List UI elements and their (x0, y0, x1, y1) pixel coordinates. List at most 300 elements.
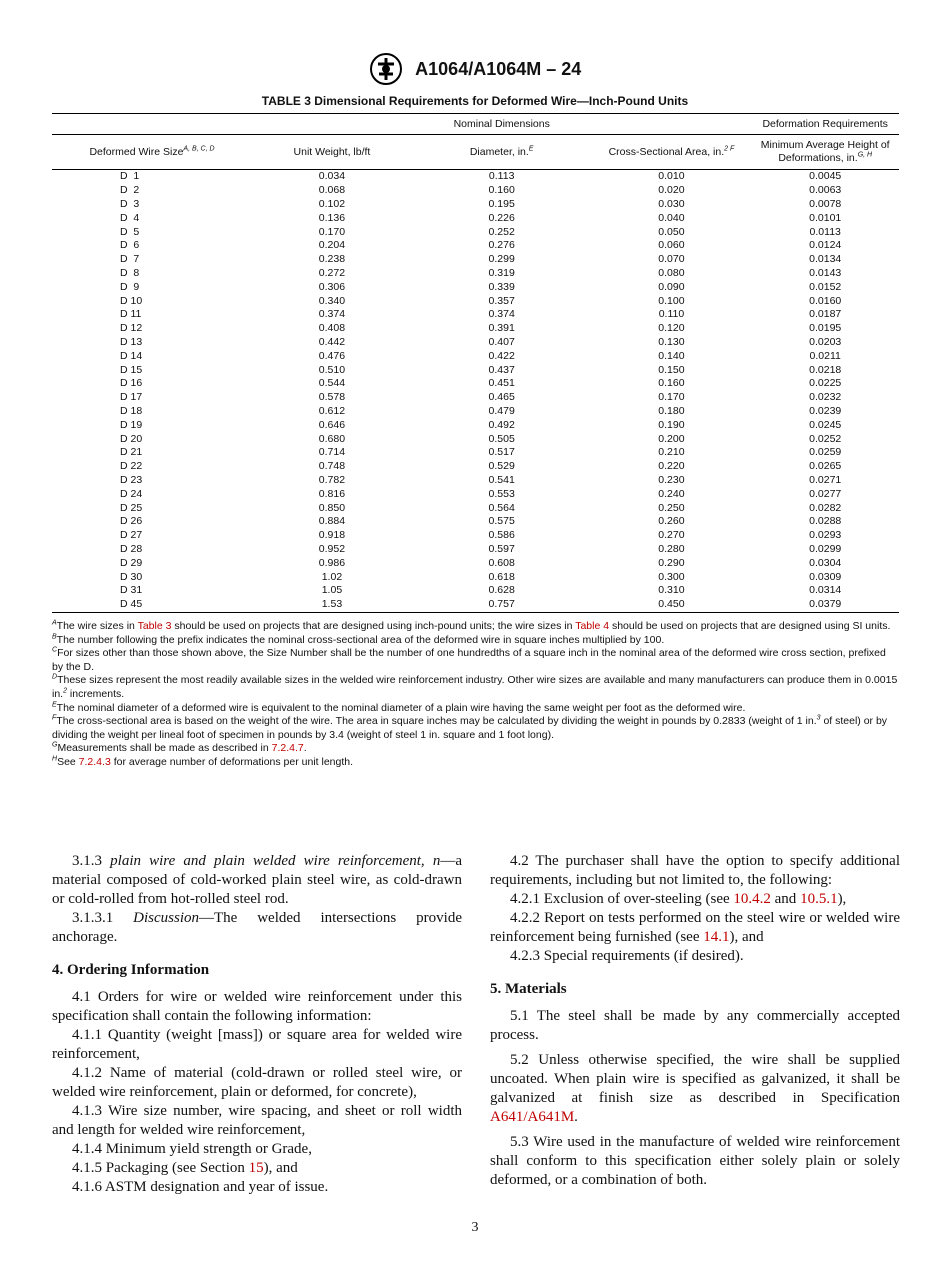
table-cell: 0.250 (658, 501, 685, 514)
astm-logo-icon (369, 52, 403, 86)
table-row (52, 432, 899, 446)
table-cell: D 15 (120, 363, 143, 376)
table-cell: 0.529 (488, 460, 515, 473)
footnote-text: The wire sizes in (56, 620, 138, 632)
table-cell: 0.0293 (809, 529, 842, 542)
table-cell: 0.714 (318, 446, 346, 459)
table-cell: 0.339 (488, 280, 515, 293)
table-row (52, 349, 899, 363)
table-row (52, 487, 899, 501)
table-cell: D 2 (120, 184, 140, 197)
paragraph-text: 4.1.4 Minimum yield strength or Grade, (72, 1141, 312, 1157)
table-row (52, 474, 899, 488)
table-row (52, 377, 899, 391)
footnote (52, 634, 899, 648)
paragraph-text: 4.1.6 ASTM designation and year of issue. (72, 1179, 329, 1195)
table-cell: 0.230 (658, 473, 685, 486)
table-cell: 0.270 (658, 529, 685, 542)
table-cell: 0.190 (658, 418, 685, 431)
table-cell: 0.0314 (809, 584, 842, 597)
table-cell: 0.272 (318, 266, 346, 279)
section-reference-link[interactable]: A641/A641M (490, 1109, 575, 1125)
footnote-text: 3 (816, 714, 821, 722)
table-cell: 0.544 (318, 377, 346, 390)
table-cell: 0.238 (318, 253, 346, 266)
table-cell: 0.210 (658, 446, 685, 459)
paragraph (52, 988, 462, 1026)
table-row (52, 280, 899, 294)
table-cell: 0.575 (488, 515, 515, 528)
column-header (52, 135, 252, 170)
table-cell: 0.0152 (809, 280, 842, 293)
footnote-text: See (57, 755, 79, 768)
table-cell: 0.0265 (809, 460, 842, 473)
table-cell: 0.0101 (809, 211, 842, 224)
table-cell: 0.290 (658, 556, 685, 569)
footnote-text: 2 (63, 687, 67, 695)
paragraph (490, 1007, 900, 1045)
column-header (412, 135, 592, 170)
table-cell: D 5 (120, 225, 140, 238)
table-cell: 0.030 (658, 197, 685, 210)
table-row (52, 570, 899, 584)
footnote-mark: A (52, 619, 57, 627)
table-cell: 0.340 (318, 294, 346, 307)
table-cell: 0.170 (318, 225, 346, 238)
table-cell: 0.034 (318, 170, 346, 183)
table-cell: D 13 (120, 335, 143, 348)
section-reference-link[interactable]: 10.5.1 (800, 891, 838, 907)
table-cell: 0.0299 (809, 542, 842, 555)
footnote-mark: F (52, 714, 57, 722)
paragraph-text: 4.2.3 Special requirements (if desired). (510, 948, 744, 964)
table-cell: 0.816 (318, 487, 346, 500)
dimensional-requirements-table (52, 113, 899, 613)
table-cell: D 16 (120, 377, 143, 390)
table-cell: 0.299 (488, 253, 515, 266)
table-cell: 0.0187 (809, 308, 842, 321)
table-cell: 0.0124 (809, 239, 842, 252)
table-cell: 0.952 (318, 542, 346, 555)
column-header-label: Deformed Wire Size (89, 145, 184, 158)
table-cell: 0.260 (658, 515, 685, 528)
paragraph (52, 1102, 462, 1140)
table-cell: 0.0282 (809, 501, 842, 514)
table-cell: 0.357 (488, 294, 515, 307)
column-header-label: Cross-Sectional Area, in. (608, 145, 725, 158)
table-cell: 0.517 (488, 446, 515, 459)
table-row (52, 225, 899, 239)
table-row (52, 308, 899, 322)
footnote-text: The nominal diameter of a deformed wire is equivalent to the nominal diameter of a plain wire having the same weight per foot as the deformed wire. (56, 701, 746, 714)
table-cell: 0.0245 (809, 418, 842, 431)
table-cell: 0.451 (488, 377, 515, 390)
table-row (52, 363, 899, 377)
table-cell: 0.0232 (809, 391, 842, 404)
table-cell: D 27 (120, 529, 143, 542)
footnote-mark: E (52, 701, 57, 709)
table-cell: 0.113 (488, 170, 515, 183)
paragraph (490, 947, 900, 966)
paragraph-text: 5.3 Wire used in the manufacture of welded wire reinforcement shall conform to this specification either solely plain or solely deformed, or a combination of both. (490, 1134, 900, 1188)
table-row (52, 253, 899, 267)
table-cell: D 7 (120, 253, 140, 266)
paragraph (52, 909, 462, 947)
table-cell: 0.310 (658, 584, 685, 597)
paragraph-text: 3.1.3.1 (72, 910, 134, 926)
table-cell: 0.541 (488, 473, 515, 486)
footnote-text: The cross-sectional area is based on the weight of the wire. The area in square inches may be calculated by dividing the weight in pounds by 0.2833 (weight of 1 in. (56, 715, 817, 728)
table-cell: 0.0063 (809, 184, 842, 197)
paragraph-text: . (574, 1109, 578, 1125)
column-header-footnote-mark: E (528, 145, 534, 152)
table-cell: 0.280 (658, 542, 685, 555)
table-cell: 0.102 (318, 197, 346, 210)
table-row (52, 598, 899, 612)
footnote (52, 715, 899, 742)
table-cell: 0.060 (658, 239, 685, 252)
table-cell: D 17 (120, 391, 143, 404)
footnote-reference-link[interactable]: Table 4 (575, 620, 610, 632)
table-cell: 0.0309 (809, 570, 842, 583)
table-cell: 0.0225 (809, 377, 842, 390)
table-cell: D 8 (120, 266, 140, 279)
table-cell: 0.0211 (809, 349, 841, 362)
table-cell: 0.0045 (809, 170, 842, 183)
paragraph (52, 1026, 462, 1064)
nominal-dimensions-header: Nominal Dimensions (252, 114, 751, 135)
table-cell: 0.040 (658, 211, 685, 224)
table-cell: 0.068 (318, 184, 346, 197)
section-reference-link[interactable]: 14.1 (703, 929, 730, 945)
table-row (52, 184, 899, 198)
table-row (52, 418, 899, 432)
footnote-text: should be used on projects that are designed using SI units. (609, 620, 891, 632)
table-cell: 0.465 (488, 391, 515, 404)
paragraph-text: 4.1.5 Packaging (see Section (72, 1160, 249, 1176)
table-cell: 0.646 (318, 418, 346, 431)
table-cell: 0.0277 (809, 487, 842, 500)
table-cell: 0.0134 (809, 253, 842, 266)
table-cell: 0.0113 (809, 225, 841, 238)
table-footnotes (52, 620, 899, 770)
table-cell: D 18 (120, 404, 143, 417)
table-cell: 0.110 (658, 308, 685, 321)
table-cell: 0.160 (488, 184, 515, 197)
empty-header (52, 114, 252, 135)
footnote (52, 674, 899, 701)
table-cell: 0.391 (488, 322, 515, 335)
table-row (52, 405, 899, 419)
table-row (52, 391, 899, 405)
table-row (52, 556, 899, 570)
table-cell: D 21 (120, 446, 143, 459)
column-header-label: Minimum Average Height of Deformations, in. (760, 139, 890, 164)
table-cell: D 26 (120, 515, 143, 528)
page-header (0, 52, 950, 86)
table-cell: 0.628 (488, 584, 515, 597)
table-cell: D 23 (120, 473, 143, 486)
table-cell: 0.437 (488, 363, 515, 376)
paragraph (52, 852, 462, 909)
table-cell: 0.136 (318, 211, 346, 224)
table-cell: 0.0195 (809, 322, 842, 335)
footnote-text: should be used on projects that are designed using inch-pound units; the wire sizes in (171, 620, 576, 632)
table-row (52, 170, 899, 184)
paragraph-text: 4.1.1 Quantity (weight [mass]) or square area for welded wire reinforcement, (52, 1027, 462, 1062)
footnote-mark: C (52, 646, 58, 654)
table-cell: 0.510 (318, 363, 346, 376)
table-cell: 0.0203 (809, 335, 842, 348)
section-reference-link[interactable]: 10.4.2 (733, 891, 771, 907)
table-cell: 0.850 (318, 501, 346, 514)
table-cell: 0.918 (318, 529, 346, 542)
table-cell: D 25 (120, 501, 143, 514)
footnote (52, 620, 899, 634)
table-cell: 0.553 (488, 487, 515, 500)
table-row (52, 322, 899, 336)
section-heading: 4. Ordering Information (52, 962, 210, 978)
column-header (252, 135, 412, 170)
table-cell: 0.748 (318, 460, 346, 473)
table-row (52, 446, 899, 460)
paragraph-text: 5.1 The steel shall be made by any commercially accepted process. (490, 1008, 900, 1043)
table-cell: 0.0143 (809, 266, 842, 279)
table-cell: 0.884 (318, 515, 346, 528)
table-row (52, 543, 899, 557)
paragraph (52, 1159, 462, 1178)
paragraph-text: —a material composed of cold-worked plain steel wire, as cold-drawn or cold-rolled from hot-rolled steel rod. (52, 853, 462, 907)
table-cell: 1.05 (321, 584, 343, 597)
footnote-text: Measurements shall be made as described in (57, 742, 272, 755)
footnote-reference-link[interactable]: Table 3 (137, 620, 172, 632)
table-cell: D 24 (120, 487, 143, 500)
table-cell: 0.180 (658, 404, 685, 417)
table-cell: 0.0160 (809, 294, 842, 307)
table-cell: 0.0252 (809, 432, 842, 445)
table-cell: 0.0304 (809, 556, 842, 569)
table-cell: 0.0379 (751, 598, 899, 612)
paragraph-text: 4.1.3 Wire size number, wire spacing, and sheet or roll width and length for welded wire reinforcement, (52, 1103, 462, 1138)
table-cell: 0.300 (658, 570, 685, 583)
table-cell: 0.252 (488, 225, 515, 238)
table-row (52, 211, 899, 225)
table-body (52, 170, 899, 613)
table-cell: 0.680 (318, 432, 346, 445)
table-cell: D 19 (120, 418, 143, 431)
footnote-text: For sizes other than those shown above, the Size Number shall be the number of one hundredths of a square inch in the nominal area of the deformed wire cross section, prefixed by the D. (52, 647, 886, 673)
table-cell: 0.374 (318, 308, 346, 321)
table-cell: 0.0288 (809, 515, 842, 528)
footnote-mark: G (52, 741, 58, 749)
column-header-row (52, 135, 899, 170)
footnote (52, 756, 899, 770)
column-header (591, 135, 751, 170)
table-cell: 0.140 (658, 349, 685, 362)
paragraph (52, 1064, 462, 1102)
footnote-mark: B (52, 633, 57, 641)
table-cell: 0.204 (318, 239, 346, 252)
table-cell: 0.220 (658, 460, 685, 473)
table-title: TABLE 3 Dimensional Requirements for Deformed Wire—Inch-Pound Units (261, 94, 689, 108)
table-cell: D 28 (120, 542, 143, 555)
paragraph-text: 5.2 Unless otherwise specified, the wire shall be supplied uncoated. When plain wire is specified as galvanized, it shall be galvanized at finish size as described in Specification (490, 1052, 900, 1106)
footnote-text: . (303, 742, 307, 755)
table-cell: 0.160 (658, 377, 685, 390)
footnote-mark: D (52, 673, 58, 681)
table-row (52, 529, 899, 543)
table-cell: 0.306 (318, 280, 346, 293)
table-cell: D 9 (120, 280, 140, 293)
table-cell: D 45 (52, 598, 252, 612)
column-header-footnote-mark: 2 F (724, 145, 735, 152)
table-cell: 0.442 (318, 335, 346, 348)
table-cell: 0.195 (488, 197, 515, 210)
table-cell: 0.226 (488, 211, 515, 224)
table-cell: 0.586 (488, 529, 515, 542)
section-heading: 5. Materials (490, 981, 567, 997)
page-number: 3 (471, 1220, 479, 1235)
footnote-text: for average number of deformations per unit length. (110, 755, 354, 768)
table-cell: 0.450 (591, 598, 751, 612)
column-header (751, 135, 899, 170)
paragraph (490, 852, 900, 890)
table-cell: D 12 (120, 322, 143, 335)
footnote-text: of steel) or by dividing the weight per lineal foot of specimen in pounds by 3.4 (weight of steel 1 in. square and 1 foot long). (52, 715, 888, 741)
footnote-text: increments. (67, 687, 125, 700)
column-header-label: Diameter, in. (469, 145, 529, 158)
table-row (52, 239, 899, 253)
table-cell: 0.0259 (809, 446, 842, 459)
table-cell: 0.020 (658, 184, 685, 197)
table-cell: 0.050 (658, 225, 685, 238)
footnote-reference-link[interactable]: 7.2.4.3 (78, 755, 111, 768)
column-header-footnote-mark: A, B, C, D (183, 145, 215, 152)
right-column (490, 852, 900, 1190)
section-reference-link[interactable]: 15 (248, 1160, 264, 1176)
table-cell: 0.564 (488, 501, 515, 514)
paragraph-text: ), and (263, 1160, 298, 1176)
table-cell: 0.0218 (809, 363, 842, 376)
paragraph (490, 1051, 900, 1127)
paragraph (52, 1178, 462, 1197)
table-cell: D 10 (120, 294, 143, 307)
document-id: A1064/A1064M – 24 (415, 58, 582, 79)
table-cell: 0.578 (318, 391, 346, 404)
footnote (52, 702, 899, 716)
table-cell: D 29 (120, 556, 143, 569)
table-cell: D 4 (120, 211, 140, 224)
paragraph (490, 890, 900, 909)
table-cell: D 3 (120, 197, 140, 210)
paragraph-text: —The welded intersections provide anchorage. (52, 910, 462, 945)
table-cell: 0.130 (658, 335, 685, 348)
table-cell: 0.090 (658, 280, 685, 293)
table-cell: 0.505 (488, 432, 515, 445)
table-cell: D 11 (120, 308, 142, 321)
table-row (52, 267, 899, 281)
footnote (52, 742, 899, 756)
table-cell: D 30 (120, 570, 143, 583)
footnote (52, 647, 899, 674)
table-cell: 0.0239 (809, 404, 842, 417)
table-cell: 0.476 (318, 349, 346, 362)
table-cell: 0.612 (318, 404, 346, 417)
paragraph-text: ), (837, 891, 847, 907)
paragraph-text: 3.1.3 (72, 853, 111, 869)
paragraph-text: 4.2.1 Exclusion of over-steeling (see (510, 891, 734, 907)
table-cell: 0.200 (658, 432, 685, 445)
column-header-label: Unit Weight, lb/ft (293, 145, 371, 158)
footnote-text: These sizes represent the most readily available sizes in the welded wire reinforcement industry. Other wire sizes are available and many manufacturers can produce them in 0.0015 in. (52, 674, 898, 700)
table-row (52, 584, 899, 598)
table-row (52, 294, 899, 308)
paragraph-text: 4.1 Orders for wire or welded wire reinforcement under this specification shall contain the following information: (52, 989, 462, 1024)
table-cell: 0.319 (488, 266, 515, 279)
table-cell: D 6 (120, 239, 140, 252)
table-row (52, 198, 899, 212)
table-cell: 0.240 (658, 487, 685, 500)
table-cell: 0.120 (658, 322, 685, 335)
table-cell: 0.170 (658, 391, 685, 404)
table-cell: 0.986 (318, 556, 346, 569)
footnote-mark: H (52, 755, 58, 763)
table-cell: 0.010 (658, 170, 685, 183)
table-row (52, 515, 899, 529)
table-cell: 1.53 (252, 598, 412, 612)
table-cell: 0.492 (488, 418, 515, 431)
table-cell: D 20 (120, 432, 143, 445)
paragraph (490, 909, 900, 947)
italic-term: plain wire and plain welded wire reinforcement, n (110, 853, 441, 869)
paragraph-text: 4.2 The purchaser shall have the option to specify additional requirements, including but not limited to, the following: (490, 853, 900, 888)
table-cell: 1.02 (321, 570, 343, 583)
table-cell: 0.597 (488, 542, 515, 555)
table-cell: 0.422 (488, 349, 515, 362)
table-cell: 0.0078 (809, 197, 842, 210)
table-cell: 0.479 (488, 404, 515, 417)
table-cell: D 1 (120, 170, 140, 183)
table-cell: D 22 (120, 460, 143, 473)
italic-term: Discussion (133, 910, 199, 926)
paragraph-text: ), and (729, 929, 764, 945)
table-row (52, 460, 899, 474)
table-cell: 0.407 (488, 335, 515, 348)
paragraph-text: 4.2.2 Report on tests performed on the steel wire or welded wire reinforcement being furnished (see (490, 910, 900, 945)
table-cell: 0.757 (412, 598, 592, 612)
table-cell: 0.100 (658, 294, 685, 307)
table-cell: 0.276 (488, 239, 515, 252)
footnote-text: The number following the prefix indicates the nominal cross-sectional area of the deformed wire in square inches multiplied by 100. (56, 633, 665, 646)
table-cell: 0.070 (658, 253, 685, 266)
table-cell: 0.618 (488, 570, 515, 583)
table-cell: 0.374 (488, 308, 515, 321)
paragraph-text: 4.1.2 Name of material (cold-drawn or rolled steel wire, or welded wire reinforcement, plain or deformed, for concrete), (52, 1065, 462, 1100)
table-row (52, 501, 899, 515)
table-cell: 0.408 (318, 322, 346, 335)
paragraph (490, 1133, 900, 1190)
footnote-reference-link[interactable]: 7.2.4.7 (271, 742, 304, 755)
table-cell: 0.150 (658, 363, 685, 376)
table-cell: 0.0271 (809, 473, 842, 486)
table-cell: 0.080 (658, 266, 685, 279)
paragraph (52, 1140, 462, 1159)
deformation-requirements-header: Deformation Requirements (751, 114, 899, 135)
table-cell: D 14 (120, 349, 143, 362)
column-header-footnote-mark: G, H (857, 151, 873, 159)
paragraph-text: and (770, 891, 801, 907)
left-column (52, 852, 462, 1197)
